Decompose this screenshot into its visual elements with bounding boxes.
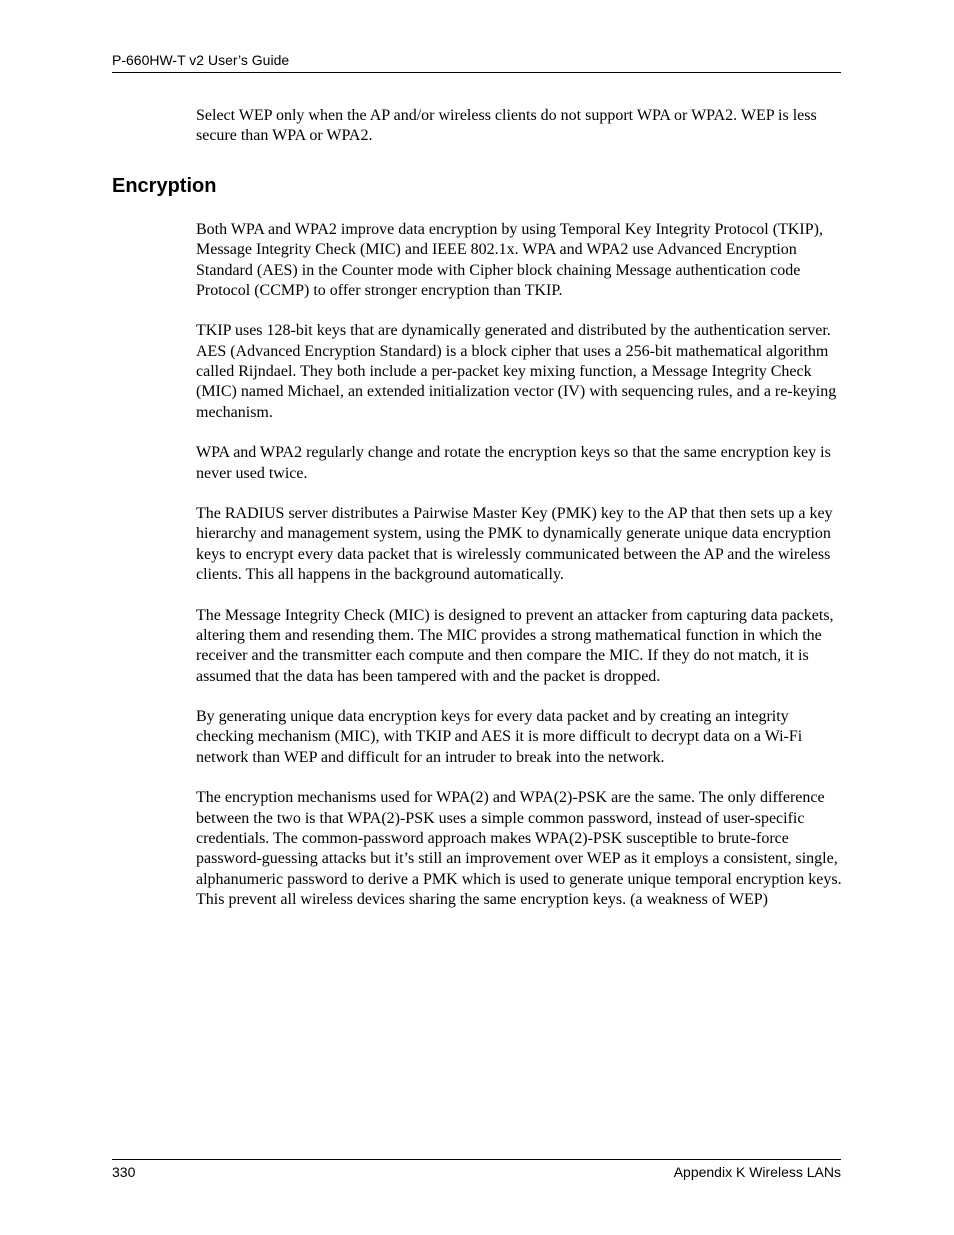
paragraph-2: TKIP uses 128-bit keys that are dynamically generated and distributed by the authentication server. AES (Advanced Encryption Standard) is a block cipher that uses a 256-bit mathematical algorithm called Rijndael. They both include a per-packet key mixing function, a Message Integrity Check (MIC) named Michael, an extended initialization vector (IV) with sequencing rules, and a re-keying mechanism. — [196, 322, 837, 421]
paragraph-1: Both WPA and WPA2 improve data encryption by using Temporal Key Integrity Protocol (TKIP), Message Integrity Check (MIC) and IEEE 802.1x. WPA and WPA2 use Advanced Encryption Standard (AES) in the Counter mode with Cipher block chaining Message authentication code Protocol (CCMP) to offer stronger encryption than TKIP. — [196, 221, 823, 299]
page-header — [112, 51, 841, 73]
section-heading: Encryption — [112, 175, 217, 197]
paragraph-5: The Message Integrity Check (MIC) is designed to prevent an attacker from capturing data packets, altering them and resending them. The MIC provides a strong mathematical function in which the receiver and the transmitter each compute and then compare the MIC. If they do not match, it is assumed that the data has been tampered with and the packet is dropped. — [196, 606, 834, 685]
footer-section-title: Appendix K Wireless LANs — [673, 1164, 841, 1180]
page-number: 330 — [112, 1164, 136, 1180]
section-body — [196, 220, 844, 930]
paragraph-4: The RADIUS server distributes a Pairwise Master Key (PMK) key to the AP that then sets up a key hierarchy and management system, using the PMK to dynamically generate unique data encryption keys to encrypt every data packet that is wirelessly communicated between the AP and the wireless clients. This all happens in the background automatically. — [196, 505, 833, 584]
page-footer — [112, 1159, 841, 1181]
intro-text-block — [196, 106, 844, 167]
intro-paragraph: Select WEP only when the AP and/or wireless clients do not support WPA or WPA2. WEP is less secure than WPA or WPA2. — [196, 107, 817, 145]
paragraph-3: WPA and WPA2 regularly change and rotate the encryption keys so that the same encryption key is never used twice. — [196, 444, 831, 482]
document-title: P-660HW-T v2 User’s Guide — [112, 52, 290, 68]
paragraph-7: The encryption mechanisms used for WPA(2) and WPA(2)-PSK are the same. The only difference between the two is that WPA(2)-PSK uses a simple common password, instead of user-specific credentials. The common-password approach makes WPA(2)-PSK susceptible to brute-force password-guessing attacks but it’s still an improvement over WEP as it employs a consistent, single, alphanumeric password to derive a PMK which is used to generate unique temporal encryption keys. This prevent all wireless devices sharing the same encryption keys. (a weakness of WEP) — [196, 789, 842, 908]
paragraph-6: By generating unique data encryption keys for every data packet and by creating an integrity checking mechanism (MIC), with TKIP and AES it is more difficult to decrypt data on a Wi-Fi network than WEP and difficult for an intruder to break into the network. — [196, 708, 803, 766]
